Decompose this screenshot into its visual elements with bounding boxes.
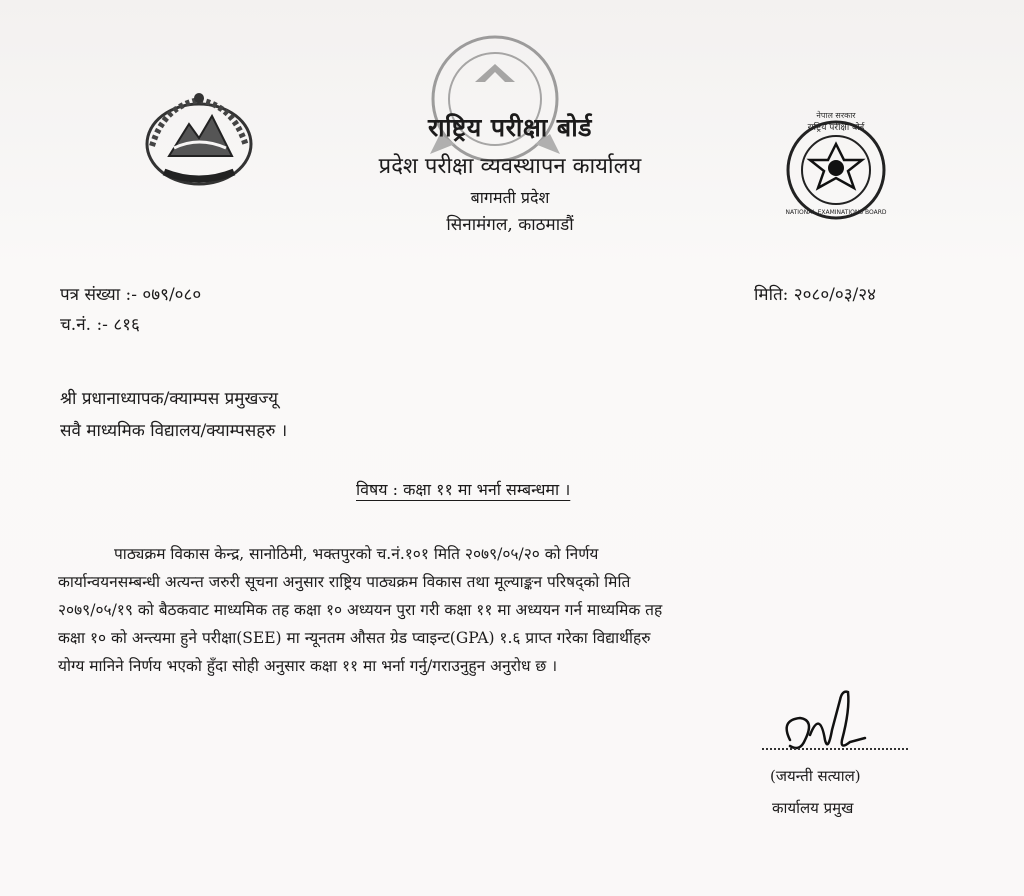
office-name: प्रदेश परीक्षा व्यवस्थापन कार्यालय	[378, 154, 642, 179]
addressee-line-2: सवै माध्यमिक विद्यालय/क्याम्पसहरु ।	[60, 421, 288, 441]
right-emblem-ring-text: राष्ट्रिय परीक्षा बोर्ड	[807, 123, 865, 133]
signature-dotted-line	[762, 748, 908, 750]
body-line: पाठ्यक्रम विकास केन्द्र, सानोठिमी, भक्तपुरको च.नं.१०१ मिति २०७९/०५/२० को निर्णय	[114, 545, 599, 563]
reference-block	[60, 282, 201, 342]
dispatch-number: च.नं. :- ८१६	[60, 315, 140, 335]
body-line: २०७९/०५/१९ को बैठकवाट माध्यमिक तह कक्षा १० अध्ययन पुरा गरी कक्षा ११ मा अध्ययन गर्न माध्यमिक तह	[58, 601, 663, 619]
signer-name: (जयन्ती सत्याल)	[770, 767, 861, 785]
subject-line: विषय : कक्षा ११ मा भर्ना सम्बन्धमा ।	[356, 480, 571, 499]
letter-body	[58, 540, 956, 680]
letter-number: पत्र संख्या :- ०७९/०८०	[60, 285, 202, 305]
office-address: सिनामंगल, काठमाडौं	[446, 215, 574, 235]
right-emblem-bottom-text: NATIONAL EXAMINATIONS BOARD	[785, 209, 887, 216]
exam-board-emblem-icon	[778, 108, 894, 224]
body-line: कार्यान्वयनसम्बन्धी अत्यन्त जरुरी सूचना अनुसार राष्ट्रिय पाठ्यक्रम विकास तथा मूल्याङ्कन परिषद्को मिति	[58, 573, 631, 591]
right-emblem-top-text: नेपाल सरकार	[816, 111, 856, 120]
board-name: राष्ट्रिय परीक्षा बोर्ड	[427, 113, 593, 142]
body-line: कक्षा १० को अन्त्यमा हुने परीक्षा(SEE) मा न्यूनतम औसत ग्रेड प्वाइन्ट(GPA) १.६ प्राप्त गरेका विद्यार्थीहरु	[58, 629, 651, 647]
addressee-line-1: श्री प्रधानाध्यापक/क्याम्पस प्रमुखज्यू	[60, 389, 278, 409]
addressee-block	[60, 386, 287, 450]
signer-title: कार्यालय प्रमुख	[772, 799, 854, 817]
letter-date: मिति: २०८०/०३/२४	[754, 285, 876, 305]
nepal-emblem-icon	[134, 86, 264, 196]
body-line: योग्य मानिने निर्णय भएको हुँदा सोही अनुसार कक्षा ११ मा भर्ना गर्नु/गराउनुहुन अनुरोध छ ।	[58, 657, 558, 675]
signature-icon	[770, 680, 900, 780]
province-name: बागमती प्रदेश	[470, 188, 550, 207]
